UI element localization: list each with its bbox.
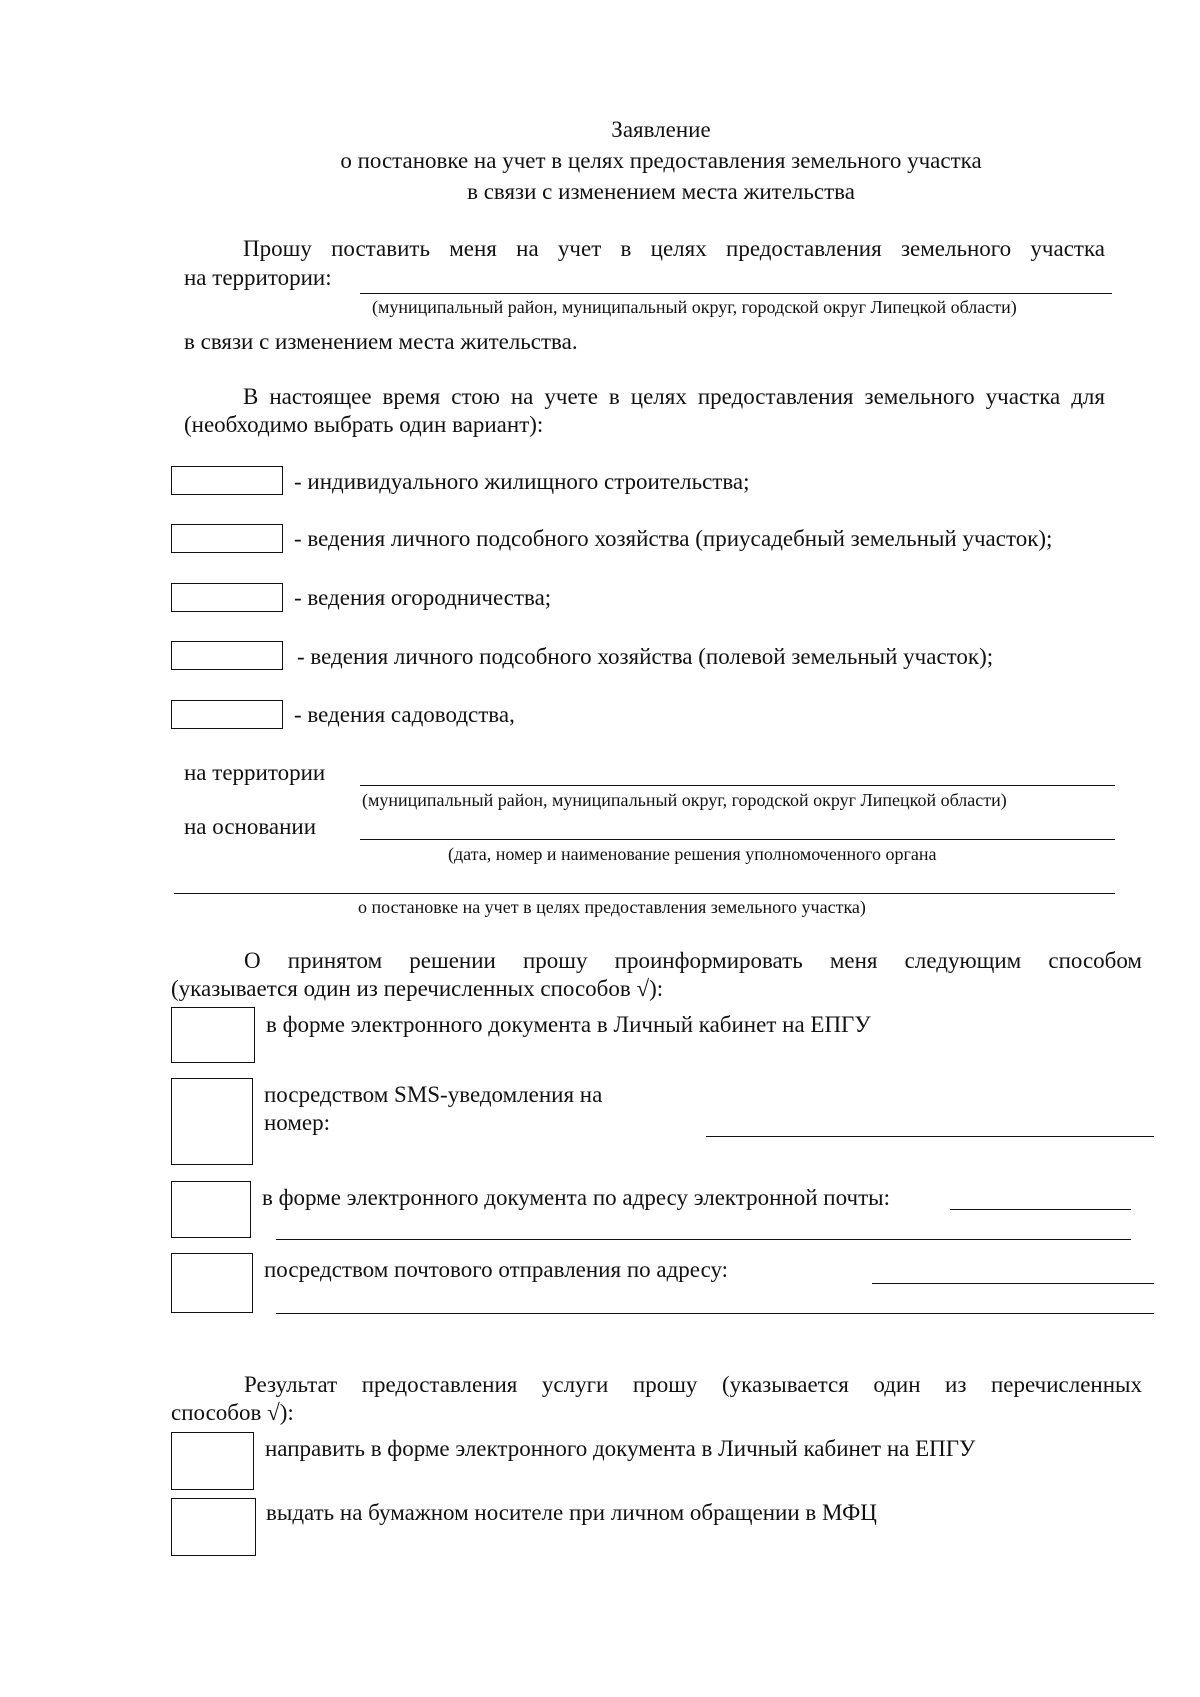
inform-text-2: (указывается один из перечисленных способов √): — [171, 976, 664, 1001]
inform-post-address-field[interactable] — [872, 1283, 1154, 1284]
inform-text-1: О принятом решении прошу проинформировать меня следующим способом — [244, 948, 1142, 973]
current-basis-field[interactable] — [360, 839, 1115, 840]
result-text-1: Результат предоставления услуги прошу (указывается один из перечисленных — [244, 1372, 1142, 1397]
current-territory-hint: (муниципальный район, муниципальный округ, городской округ Липецкой области) — [362, 790, 1007, 810]
result-epgu-checkbox[interactable] — [171, 1432, 254, 1490]
inform-sms-label: посредством SMS-уведомления на — [264, 1082, 603, 1107]
doc-subtitle-1: о постановке на учет в целях предоставления земельного участка — [340, 148, 982, 173]
current-basis-hint-1: (дата, номер и наименование решения уполномоченного органа — [448, 844, 937, 864]
inform-email-field[interactable] — [950, 1209, 1131, 1210]
request-territory-field[interactable] — [360, 293, 1112, 294]
purpose-lph-household-label: - ведения личного подсобного хозяйства (приусадебный земельный участок); — [294, 526, 1053, 551]
result-mfc-checkbox[interactable] — [171, 1498, 256, 1556]
inform-post-checkbox[interactable] — [171, 1253, 253, 1313]
current-basis-hint-2: о постановке на учет в целях предоставления земельного участка) — [358, 897, 866, 917]
purpose-lph-field-checkbox[interactable] — [171, 641, 283, 670]
doc-title: Заявление — [611, 117, 711, 142]
inform-epgu-label: в форме электронного документа в Личный кабинет на ЕПГУ — [266, 1012, 871, 1037]
inform-sms-number-field[interactable] — [706, 1136, 1154, 1137]
inform-post-address-field-2[interactable] — [276, 1313, 1154, 1314]
inform-epgu-checkbox[interactable] — [171, 1007, 255, 1063]
purpose-horticulture-label: - ведения садоводства, — [294, 702, 515, 727]
current-territory-label: на территории — [184, 760, 326, 785]
current-text-1: В настоящее время стою на учете в целях предоставления земельного участка для — [243, 384, 1105, 409]
inform-email-checkbox[interactable] — [171, 1181, 251, 1238]
purpose-horticulture-checkbox[interactable] — [171, 700, 283, 729]
result-mfc-label: выдать на бумажном носителе при личном обращении в МФЦ — [266, 1500, 877, 1525]
request-text-1: Прошу поставить меня на учет в целях предоставления земельного участка — [243, 236, 1105, 261]
purpose-izhs-label: - индивидуального жилищного строительства; — [294, 469, 750, 494]
current-basis-field-2[interactable] — [174, 893, 1115, 894]
purpose-lph-household-checkbox[interactable] — [171, 524, 283, 553]
current-basis-label: на основании — [184, 814, 317, 839]
inform-email-label: в форме электронного документа по адресу электронной почты: — [262, 1185, 890, 1210]
current-territory-field[interactable] — [360, 785, 1115, 786]
purpose-garden-label: - ведения огородничества; — [294, 585, 552, 610]
purpose-lph-field-label: - ведения личного подсобного хозяйства (полевой земельный участок); — [297, 644, 994, 669]
purpose-garden-checkbox[interactable] — [171, 583, 283, 612]
inform-sms-checkbox[interactable] — [171, 1078, 253, 1165]
doc-subtitle-2: в связи с изменением места жительства — [467, 179, 855, 204]
result-epgu-label: направить в форме электронного документа в Личный кабинет на ЕПГУ — [265, 1436, 976, 1461]
request-territory-label: на территории: — [184, 265, 332, 290]
current-text-2: (необходимо выбрать один вариант): — [184, 412, 544, 437]
inform-email-field-2[interactable] — [276, 1239, 1131, 1240]
purpose-izhs-checkbox[interactable] — [171, 466, 283, 495]
result-text-2: способов √): — [171, 1400, 294, 1425]
inform-sms-number-label: номер: — [264, 1110, 331, 1135]
inform-post-label: посредством почтового отправления по адресу: — [264, 1257, 729, 1282]
request-territory-hint: (муниципальный район, муниципальный округ, городской округ Липецкой области) — [372, 297, 1017, 317]
request-text-3: в связи с изменением места жительства. — [184, 329, 578, 354]
